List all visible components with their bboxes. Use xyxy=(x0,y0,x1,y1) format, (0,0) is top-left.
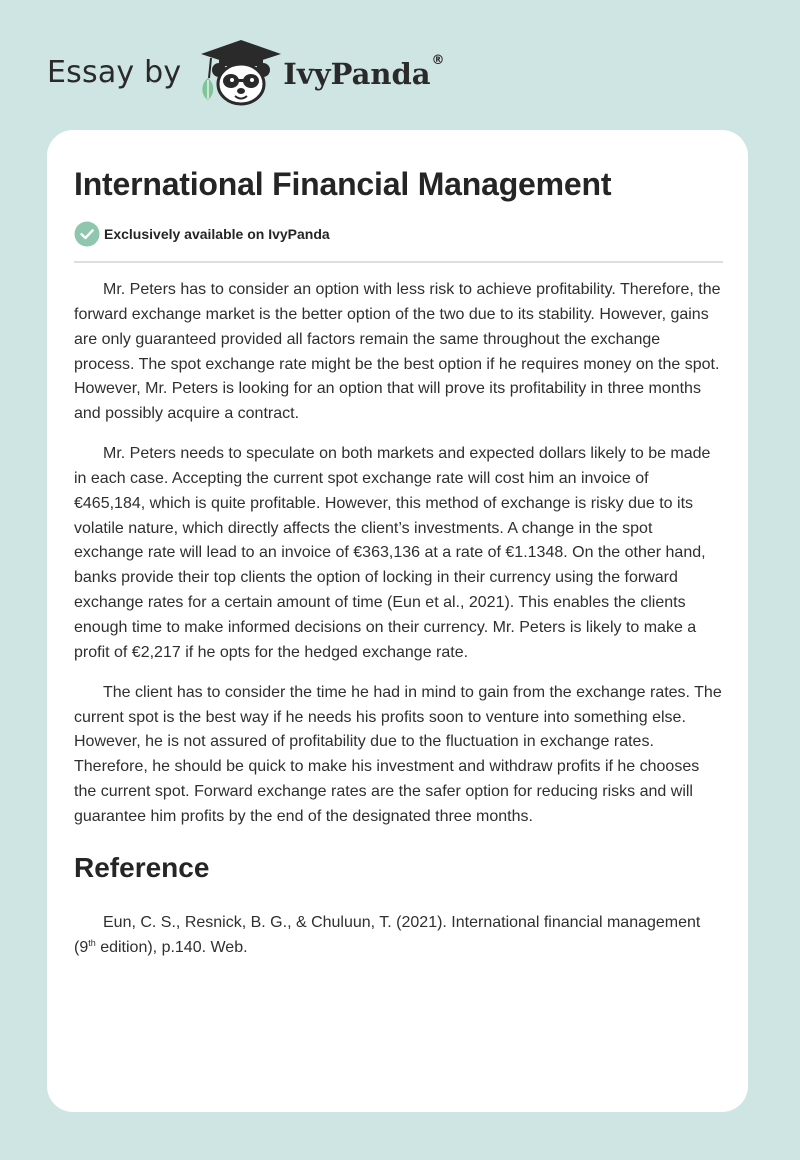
exclusive-badge-text: Exclusively available on IvyPanda xyxy=(104,226,330,242)
reference-entry-superscript: th xyxy=(88,937,96,948)
paragraph: The client has to consider the time he had in mind to gain from the exchange rates. The current spot is the best way if he needs his profits soon to venture into something else. However, he is not assured of profitability due to the fluctuation in exchange rates. Therefore, he should be quick to make his investment and withdraw profits if he chooses the current spot. Forward exchange rates are the safer option for reducing risks and will guarantee him profits by the end of the designated three months. xyxy=(74,683,722,825)
reference-entry xyxy=(74,911,723,961)
panda-graduation-cap-icon xyxy=(195,36,287,110)
check-circle-icon xyxy=(74,221,100,247)
reference-entry-text: Eun, C. S., Resnick, B. G., & Chuluun, T. (2021). International financial management (9 xyxy=(74,914,701,956)
reference-entry-text-end: edition), p.140. Web. xyxy=(95,938,248,956)
reference-heading: Reference xyxy=(74,852,210,883)
exclusive-badge xyxy=(74,221,330,247)
site-header-brand[interactable] xyxy=(47,36,445,110)
brand-name-text: IvyPanda xyxy=(283,57,431,91)
paragraph: Mr. Peters has to consider an option with less risk to achieve profitability. Therefore, the forward exchange market is the better option of the two due to its stability. However, gains are only guaranteed provided all factors remain the same throughout the exchange process. The spot exchange rate might be the best option if he requires money on the spot. However, Mr. Peters is looking for an option that will prove its profitability in three months and possibly acquire a contract. xyxy=(74,281,721,423)
article-card xyxy=(47,130,748,1112)
paragraph: Mr. Peters needs to speculate on both markets and expected dollars likely to be made in each case. Accepting the current spot exchange rate will cost him an invoice of €465,184, which is quite profitable. However, this method of exchange is risky due to its volatile nature, which directly affects the client’s investments. A change in the spot exchange rate will lead to an invoice of €363,136 at a rate of €1.1348. On the other hand, banks provide their top clients the option of locking in their currency using the forward exchange rates for a certain amount of time (Eun et al., 2021). This enables the clients enough time to make informed decisions on their currency. Mr. Peters is likely to make a profit of €2,217 if he opts for the hedged exchange rate. xyxy=(74,445,711,661)
page-title: International Financial Management xyxy=(74,166,612,202)
brand-name xyxy=(283,53,445,91)
article-body xyxy=(74,278,723,845)
divider xyxy=(74,261,723,263)
registered-mark: ® xyxy=(431,53,445,68)
brand-prefix: Essay by xyxy=(47,54,182,90)
